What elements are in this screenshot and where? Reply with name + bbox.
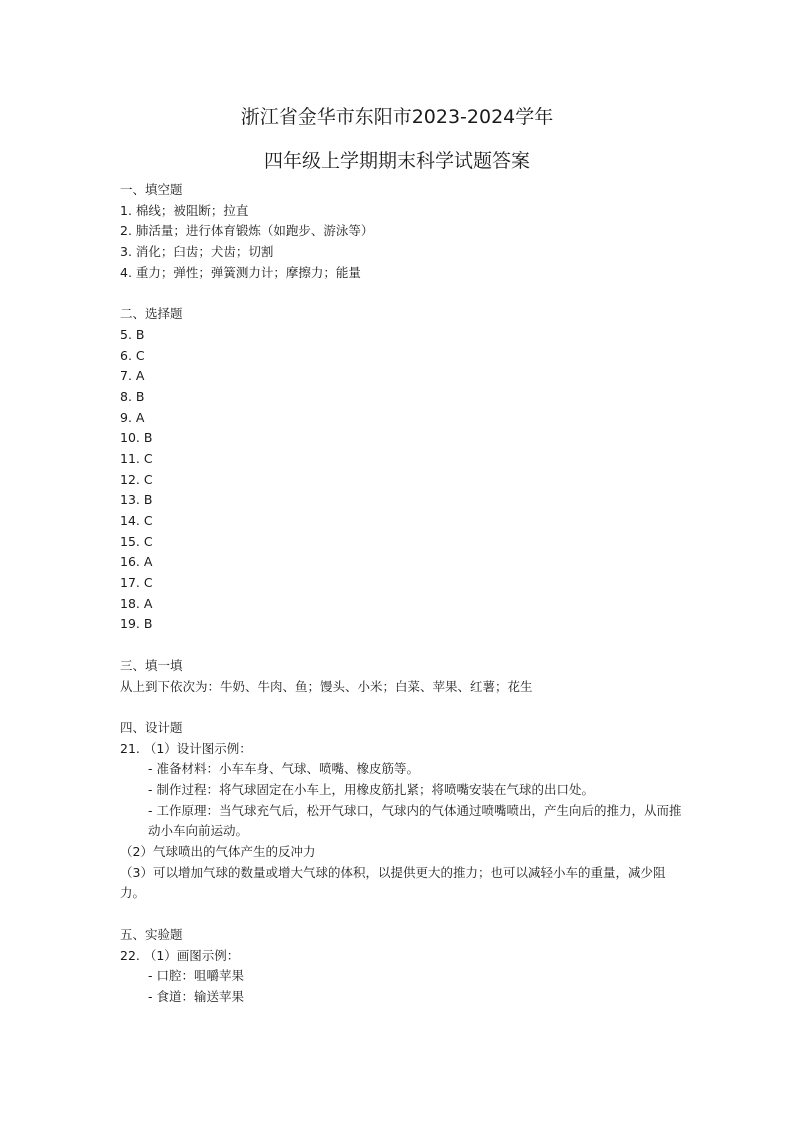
answer-item: 13. B: [120, 492, 153, 508]
answer-item: 16. A: [120, 554, 153, 570]
answer-item: 4. 重力；弹性；弹簧测力计；摩擦力；能量: [120, 264, 361, 280]
experiment-bullet-esophagus: - 食道：输送苹果: [148, 988, 244, 1004]
answer-item: 12. C: [120, 471, 153, 487]
answer-item: 14. C: [120, 513, 153, 528]
experiment-bullet-mouth: - 口腔：咀嚼苹果: [148, 968, 244, 984]
answer-item: 6. C: [120, 347, 145, 363]
section-heading-choice: 二、选择题: [120, 306, 183, 322]
answer-item: 7. A: [120, 368, 145, 384]
document-title-line1: 浙江省金华市东阳市2023-2024学年: [240, 106, 554, 128]
answer-item: 11. C: [120, 450, 153, 466]
answer-item: 10. B: [120, 430, 153, 446]
answer-content: [120, 180, 690, 1008]
section-heading-design: 四、设计题: [120, 719, 183, 735]
design-bullet-materials: - 准备材料：小车车身、气球、喷嘴、橡皮筋等。: [148, 761, 419, 777]
answer-item: 17. C: [120, 575, 153, 591]
section-heading-fill-in: 三、填一填: [120, 657, 183, 673]
question-21-part3: （3）可以增加气球的数量或增大气球的体积，以提供更大的推力；也可以减轻小车的重量，减少阻力。: [120, 864, 666, 901]
document-title-line2: 四年级上学期期末科学试题答案: [263, 150, 530, 172]
answer-item: 18. A: [120, 595, 153, 611]
design-bullet-principle-text: - 工作原理：当气球充气后，松开气球口，气球内的气体通过喷嘴喷出，产生向后的推力，从而推动小车向前运动。: [148, 802, 682, 839]
answer-item: 1. 棉线；被阻断；拉直: [120, 202, 249, 218]
section-heading-fill-blank: 一、填空题: [120, 182, 183, 197]
question-21-part2: （2）气球喷出的气体产生的反冲力: [120, 844, 316, 860]
answer-item: 5. B: [120, 326, 145, 342]
answer-item: 3. 消化；臼齿；犬齿；切割: [120, 244, 274, 260]
question-21-part1: 21. （1）设计图示例：: [120, 740, 252, 756]
answer-item: 19. B: [120, 616, 153, 632]
question-22-part1: 22. （1）画图示例：: [120, 947, 240, 963]
answer-text: 从上到下依次为：牛奶、牛肉、鱼；馒头、小米；白菜、苹果、红薯；花生: [120, 678, 533, 694]
design-bullet-process: - 制作过程：将气球固定在小车上，用橡皮筋扎紧；将喷嘴安装在气球的出口处。: [148, 781, 594, 797]
design-bullet-principle: [120, 801, 690, 842]
answer-item: 9. A: [120, 409, 145, 425]
answer-item: 2. 肺活量；进行体育锻炼（如跑步、游泳等）: [120, 223, 374, 239]
answer-item: 15. C: [120, 533, 153, 549]
answer-item: 8. B: [120, 388, 145, 404]
section-heading-experiment: 五、实验题: [120, 926, 183, 942]
